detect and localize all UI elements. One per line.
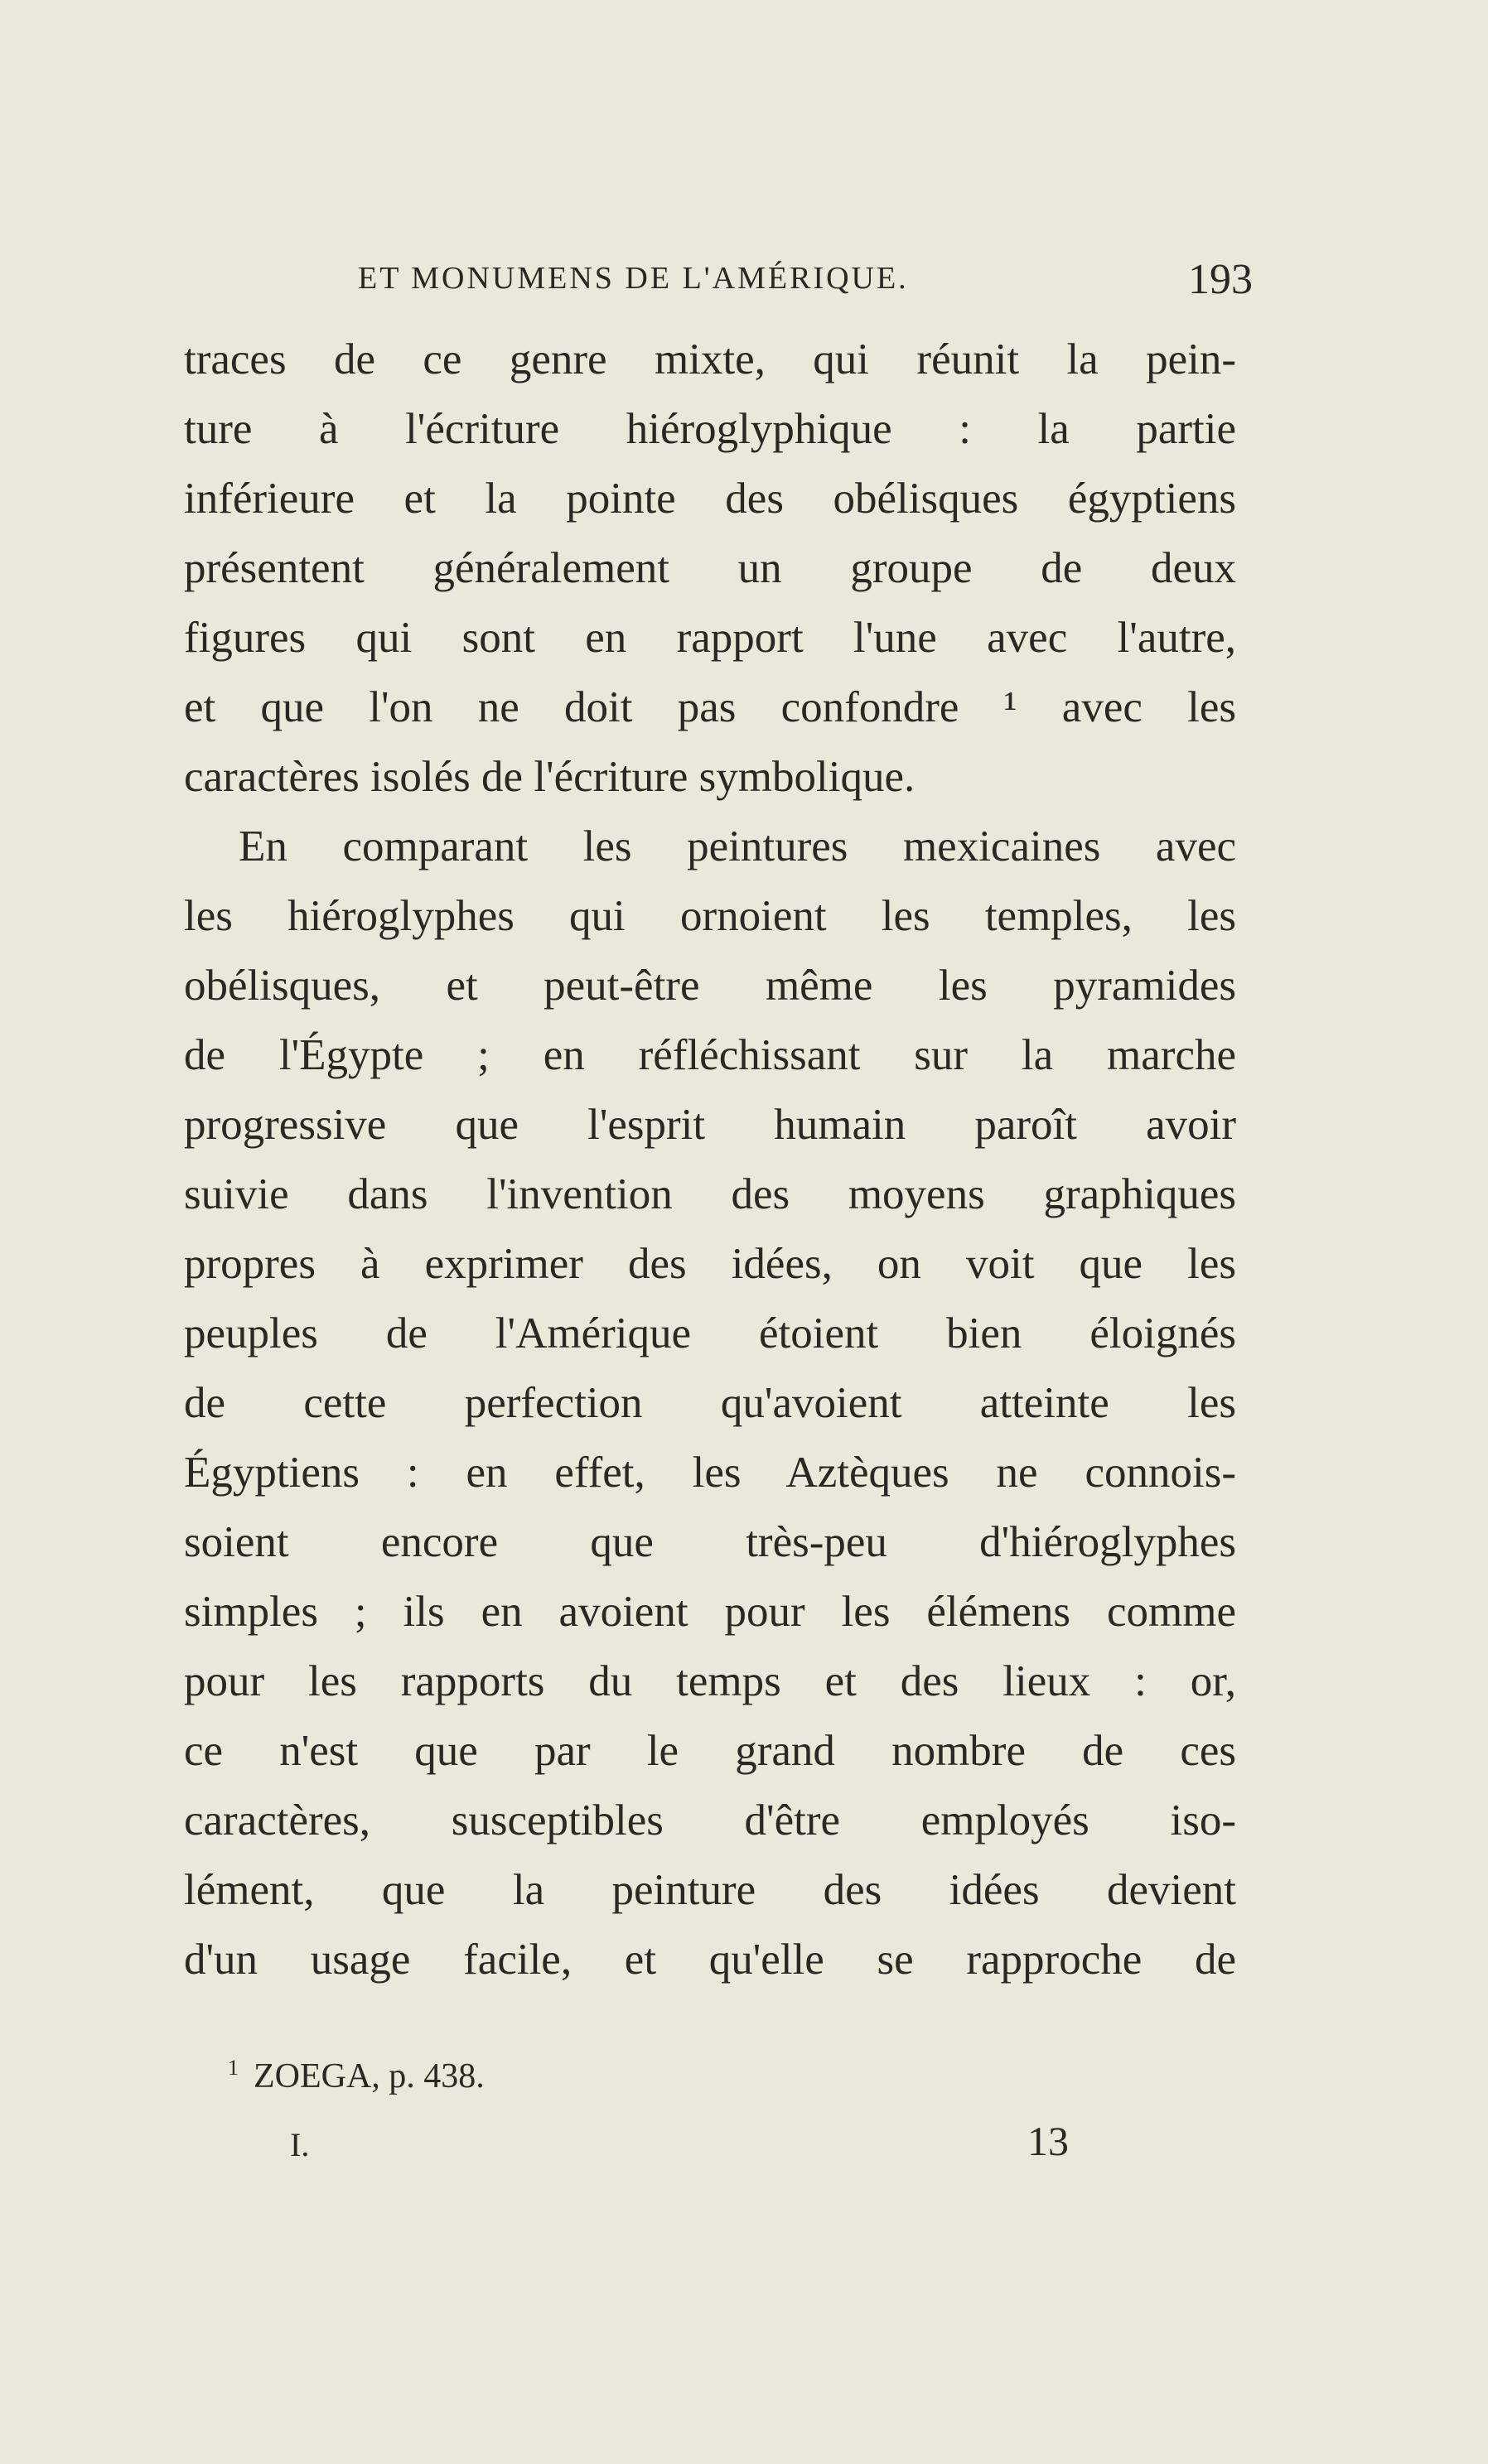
text-line: de l'Égypte ; en réfléchissant sur la marche [184, 1031, 1236, 1079]
page-number: 193 [1188, 256, 1253, 303]
running-title: ET MONUMENS DE L'AMÉRIQUE. [358, 261, 909, 296]
text-line: présentent généralement un groupe de deux [184, 544, 1236, 592]
text-line: inférieure et la pointe des obélisques égyptiens [184, 475, 1236, 523]
sheet-signature: 13 [1027, 2118, 1069, 2164]
volume-signature: I. [290, 2126, 310, 2163]
text-line: caractères isolés de l'écriture symbolique. [184, 753, 916, 801]
text-line: les hiéroglyphes qui ornoient les temples, les [184, 892, 1236, 940]
text-line: caractères, susceptibles d'être employés iso- [184, 1796, 1236, 1844]
page-header [358, 255, 1253, 305]
text-line: d'un usage facile, et qu'elle se rapproche de [184, 1936, 1236, 1984]
text-line: soient encore que très-peu d'hiéroglyphes [184, 1518, 1236, 1566]
text-line: ture à l'écriture hiéroglyphique : la partie [184, 405, 1236, 453]
text-line: ce n'est que par le grand nombre de ces [184, 1727, 1236, 1775]
text-line: suivie dans l'invention des moyens graphiques [184, 1170, 1236, 1218]
footnote [228, 2056, 485, 2096]
text-line: lément, que la peinture des idées devient [184, 1866, 1236, 1914]
text-line: de cette perfection qu'avoient atteinte les [184, 1379, 1236, 1427]
text-line: figures qui sont en rapport l'une avec l'autre, [184, 614, 1236, 662]
text-line: simples ; ils en avoient pour les élémens comme [184, 1588, 1236, 1636]
body-text [184, 325, 1236, 1994]
text-line: Égyptiens : en effet, les Aztèques ne connois- [184, 1449, 1236, 1497]
text-line: obélisques, et peut-être même les pyramides [184, 962, 1236, 1010]
text-line: propres à exprimer des idées, on voit que les [184, 1240, 1236, 1288]
text-line: peuples de l'Amérique étoient bien éloignés [184, 1309, 1236, 1357]
text-line: pour les rapports du temps et des lieux : or, [184, 1657, 1236, 1705]
paragraph-start-line: En comparant les peintures mexicaines avec [239, 822, 1236, 870]
footnote-text: ZOEGA, p. 438. [254, 2057, 485, 2095]
text-line: et que l'on ne doit pas confondre ¹ avec les [184, 683, 1236, 731]
footnote-marker: 1 [228, 2056, 239, 2080]
text-line: progressive que l'esprit humain paroît avoir [184, 1101, 1236, 1149]
text-line: traces de ce genre mixte, qui réunit la pein- [184, 335, 1236, 383]
